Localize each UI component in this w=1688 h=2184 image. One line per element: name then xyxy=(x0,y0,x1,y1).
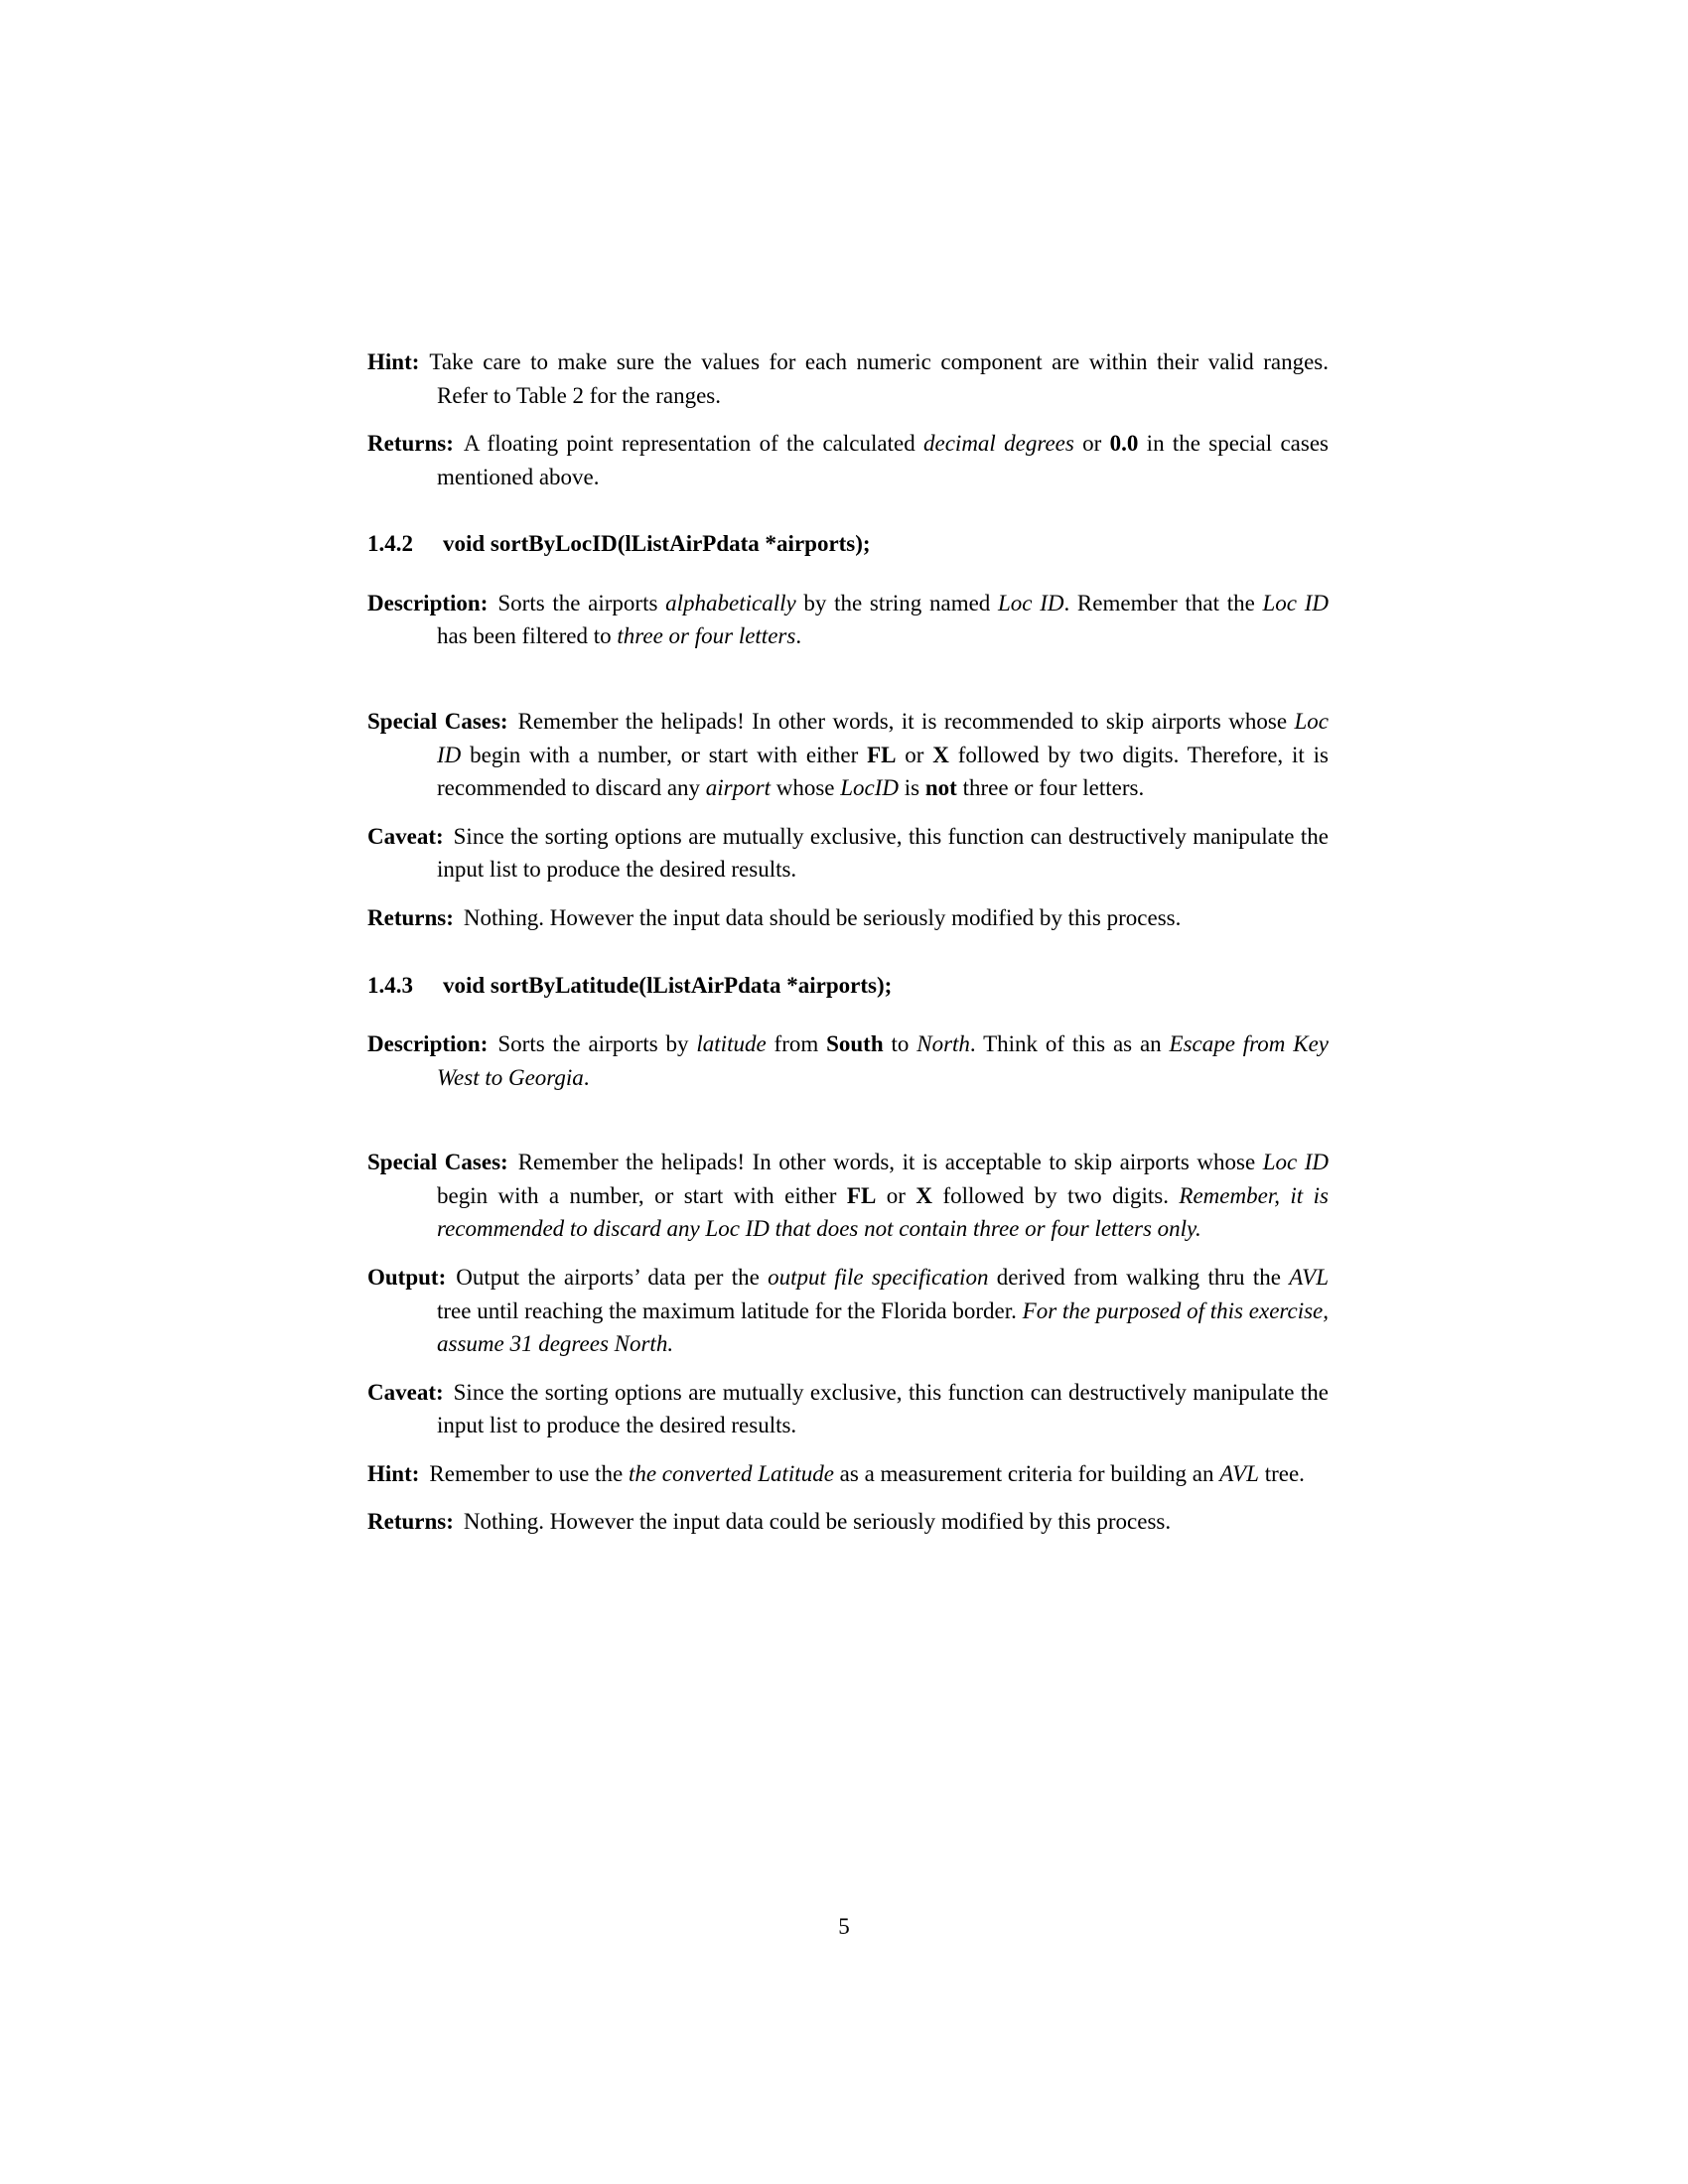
section-title: void sortByLocID(lListAirPdata *airports); xyxy=(443,531,871,557)
paragraph-caveat xyxy=(367,820,1329,887)
paragraph-text: Sorts the airports alphabetically by the string named Loc ID. Remember that the Loc ID has been filtered to three or four letters. xyxy=(437,590,1329,649)
paragraph-label: Output: xyxy=(367,1264,447,1290)
section-title: void sortByLatitude(lListAirPdata *airports); xyxy=(443,972,893,998)
paragraph-returns xyxy=(367,901,1329,935)
section-number: 1.4.3 xyxy=(367,972,413,998)
paragraph-text: Remember the helipads! In other words, it is recommended to skip airports whose Loc ID begin with a number, or start with either FL or X followed by two digits. Therefore, it is recommended to discard any airport whose LocID is not three or four letters. xyxy=(437,709,1329,801)
paragraph-text: Nothing. However the input data could be seriously modified by this process. xyxy=(463,1509,1172,1535)
paragraph-text: Sorts the airports by latitude from South to North. Think of this as an Escape from Key West to Georgia. xyxy=(437,1031,1329,1090)
paragraph-text: Nothing. However the input data should be seriously modified by this process. xyxy=(463,904,1182,930)
paragraph-label: Returns: xyxy=(367,1509,454,1535)
paragraph-label: Returns: xyxy=(367,431,454,457)
paragraph-label: Special Cases: xyxy=(367,1150,508,1175)
paragraph-text: Take care to make sure the values for each numeric component are within their valid ranges. Refer to Table 2 for the ranges. xyxy=(429,349,1329,408)
paragraph-label: Returns: xyxy=(367,904,454,930)
section-heading-1-4-2 xyxy=(367,527,1329,561)
paragraph-special-cases xyxy=(367,1146,1329,1246)
paragraph-description xyxy=(367,1027,1329,1094)
paragraph-hint xyxy=(367,345,1329,412)
paragraph-label: Hint: xyxy=(367,349,420,374)
paragraph-returns xyxy=(367,427,1329,493)
paragraph-output xyxy=(367,1261,1329,1361)
paragraph-special-cases xyxy=(367,705,1329,805)
paragraph-text: Output the airports’ data per the output file specification derived from walking thru the AVL tree until reaching the maximum latitude for the Florida border. For the purposed of this exercise, assume 31 degrees North. xyxy=(437,1264,1330,1357)
page-number: 5 xyxy=(838,1914,850,1939)
document-content xyxy=(367,345,1329,1554)
paragraph-text: Remember to use the the converted Latitude as a measurement criteria for building an AVL tree. xyxy=(429,1460,1305,1486)
section-number: 1.4.2 xyxy=(367,531,413,557)
paragraph-hint xyxy=(367,1457,1329,1491)
paragraph-text: Remember the helipads! In other words, it is acceptable to skip airports whose Loc ID begin with a number, or start with either FL or X followed by two digits. Remember, it is recommended to discard any Loc ID that does not contain three or four letters only. xyxy=(437,1150,1330,1242)
paragraph-label: Description: xyxy=(367,1031,489,1057)
paragraph-label: Special Cases: xyxy=(367,709,508,735)
paragraph-label: Description: xyxy=(367,590,489,615)
paragraph-text: Since the sorting options are mutually exclusive, this function can destructively manipulate the input list to produce the desired results. xyxy=(437,1379,1329,1438)
paragraph-caveat xyxy=(367,1376,1329,1442)
paragraph-label: Caveat: xyxy=(367,823,444,849)
section-heading-1-4-3 xyxy=(367,969,1329,1003)
paragraph-text: A floating point representation of the calculated decimal degrees or 0.0 in the special cases mentioned above. xyxy=(437,431,1329,489)
paragraph-text: Since the sorting options are mutually exclusive, this function can destructively manipulate the input list to produce the desired results. xyxy=(437,823,1329,883)
paragraph-description xyxy=(367,587,1329,653)
paragraph-label: Hint: xyxy=(367,1460,420,1486)
paragraph-label: Caveat: xyxy=(367,1379,444,1405)
paragraph-returns xyxy=(367,1505,1329,1539)
